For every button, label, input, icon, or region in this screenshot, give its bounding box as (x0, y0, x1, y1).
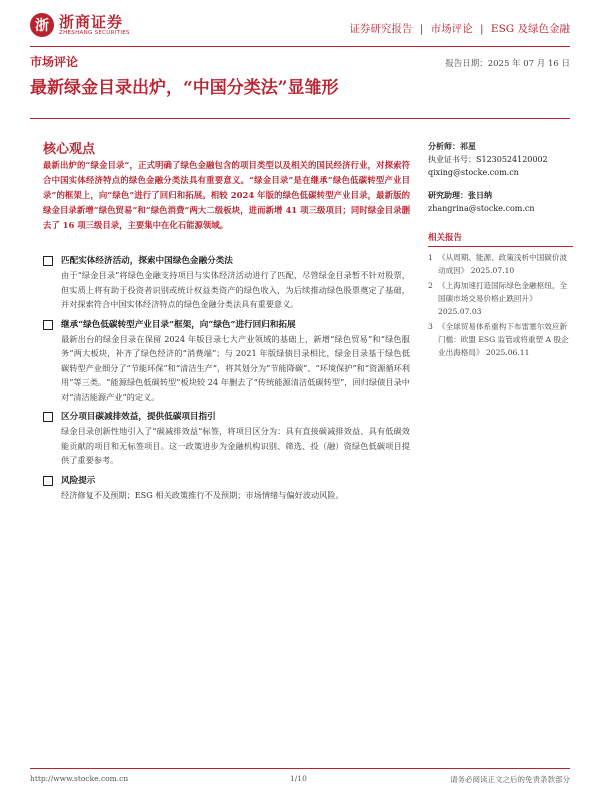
sidebar (428, 140, 573, 361)
key-point-body: 由于“绿金目录”将绿色金融支持项目与实体经济活动进行了匹配，尽管绿金目录暂不针对股票，但实质上将有助于投资者识别或统计权益类资产的绿色收入，为后续推动绿色股票奠定了基础，并对探索符合中国实体经济特点的绿色金融分类法具有重要意义。 (61, 270, 410, 309)
header-separator: | (480, 23, 484, 35)
risk-heading: 风险提示 (61, 475, 96, 486)
key-point-heading: 区分项目碳减排效益，提供低碳项目指引 (61, 412, 216, 422)
logo-name-cn: 浙商证券 (59, 13, 124, 31)
logo-text (59, 14, 130, 36)
related-report-title: 《从周期、能源、政策浅析中国碳价波动成因》 2025.07.10 (438, 253, 568, 275)
related-report-number: 3 (428, 322, 433, 331)
square-bullet-icon (43, 320, 53, 330)
square-bullet-icon (43, 256, 53, 266)
related-report-number: 1 (428, 253, 433, 262)
related-report-item[interactable] (428, 279, 573, 318)
logo-name-en: ZHESHANG SECURITIES (59, 30, 130, 36)
title-rule (30, 118, 570, 119)
logo-mark: 浙 (30, 13, 54, 37)
related-report-title: 《上海加速打造国际绿色金融枢纽，全国碳市场交易价格止跌回升》 2025.07.03 (438, 281, 568, 316)
page-number: 1/10 (290, 774, 307, 783)
report-date: 报告日期：2025 年 07 月 16 日 (445, 59, 570, 69)
square-bullet-icon (43, 412, 53, 422)
key-point-heading: 匹配实体经济活动，探索中国绿色金融分类法 (61, 256, 233, 266)
header-separator: | (419, 23, 424, 35)
key-point (43, 254, 410, 312)
core-views-heading: 核心观点 (43, 142, 96, 157)
analyst-label: 分析师： (428, 141, 460, 151)
header-category-market: 市场评论 (430, 23, 473, 35)
header-category-research: 证券研究报告 (349, 23, 413, 35)
related-report-item[interactable] (428, 251, 573, 277)
report-title: 最新绿金目录出炉，“中国分类法”显雏形 (30, 78, 339, 98)
key-point-heading: 继承“绿色低碳转型产业目录”框架，向“绿色”进行回归和拓展 (61, 319, 296, 330)
key-point (43, 410, 410, 468)
related-report-number: 2 (428, 281, 433, 290)
key-point (43, 474, 410, 503)
square-bullet-icon (43, 476, 53, 486)
section-label: 市场评论 (30, 55, 79, 69)
header-rule (30, 46, 570, 47)
assistant-label: 研究助理： (428, 190, 468, 200)
company-logo (30, 13, 130, 37)
key-point (43, 318, 410, 405)
disclaimer-note: 请务必阅读正文之后的免责条款部分 (450, 775, 570, 784)
header-category-esg: ESG 及绿色金融 (490, 23, 570, 35)
related-reports-heading: 相关报告 (428, 231, 573, 247)
key-points (43, 254, 410, 508)
analyst-email[interactable]: qixing@stocke.com.cn (428, 168, 519, 177)
footer-rule (30, 768, 570, 769)
key-point-body: 绿金目录创新性地引入了“碳减排效益”标签，将项目区分为：具有直接碳减排效益、具有低碳效能贡献的项目和无标签项目。这一政策进步为金融机构识别、筛选、投（融）资绿色低碳项目提供了重要参考。 (61, 426, 410, 465)
analyst-cert: 执业证书号：S1230524120002 (428, 155, 548, 164)
header-categories (349, 21, 570, 36)
assistant-name: 张日纳 (468, 190, 492, 200)
risk-body: 经济修复不及预期；ESG 相关政策推行不及预期；市场情绪与偏好波动风险。 (61, 489, 344, 500)
related-reports-list (428, 251, 573, 359)
assistant-email[interactable]: zhangrina@stocke.com.cn (428, 204, 535, 213)
core-views-paragraph: 最新出炉的“绿金目录”，正式明确了绿色金融包含的项目类型以及相关的国民经济行业，对探索符合中国实体经济特点的绿色金融分类法具有重要意义。“绿金目录”是在继承“绿色低碳转型产业目录”的框架上，向“绿色”进行了回归和拓展。相较 2024 年版的绿色低碳转型产业目录，最新版的绿金目录新增“绿色贸易”和“绿色消费”两大二级板块，进而新增 41 项三级项目；同时绿金目录删去了 16 项三级目录，主要集中在化石能源领域。 (43, 160, 410, 230)
footer-url[interactable]: http://www.stocke.com.cn (30, 774, 129, 783)
key-point-body: 最新出台的绿金目录在保留 2024 年版目录七大产业领域的基础上，新增“绿色贸易”和“绿色服务”两大板块，补齐了绿色经济的“消费端”；与 2021 年版绿债目录相比，绿金目录基于绿色低碳转型产业细分了“节能环保”和“清洁生产”，将其划分为“节能降碳”、“环境保护”和“资源循环利用”等三类。“能源绿色低碳转型”板块较 24 年删去了“传统能源清洁低碳转型”，回归绿债目录中对“清洁能源产业”的定义。 (61, 333, 410, 402)
analyst-name: 祁星 (460, 141, 476, 151)
related-report-item[interactable] (428, 320, 573, 359)
related-report-title: 《全球贸易体系重构下布雷塞尔效应新门槛：欧盟 ESG 监管或将重塑 A 股企业出海格局》 2025.06.11 (438, 322, 569, 357)
